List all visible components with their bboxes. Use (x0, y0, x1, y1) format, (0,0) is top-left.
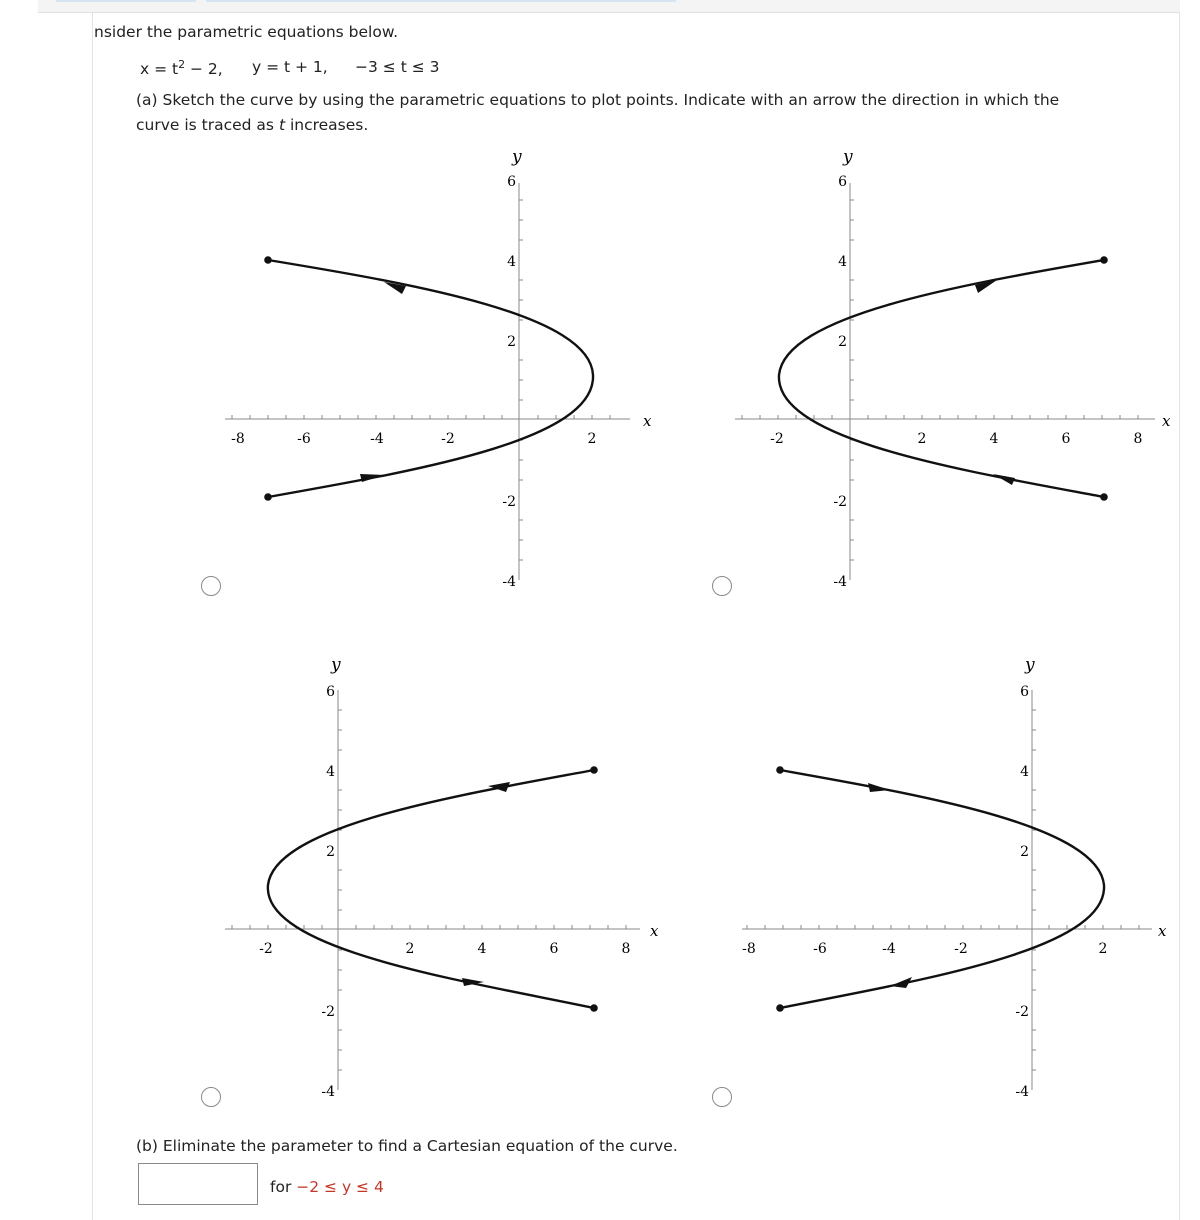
y-tick-label: 2 (326, 844, 335, 860)
x-tick-label: 2 (917, 431, 927, 447)
y-range: −2 ≤ y ≤ 4 (296, 1178, 384, 1196)
x-tick-label: -8 (742, 941, 756, 957)
radio-option-1[interactable] (201, 576, 221, 596)
endpoint (776, 1004, 784, 1012)
curve (779, 260, 1104, 497)
y-tick-label: 4 (326, 764, 335, 780)
radio-option-2[interactable] (712, 576, 732, 596)
y-tick-label: -2 (321, 1004, 335, 1020)
y-tick-label: -2 (502, 494, 516, 510)
x-tick-label: 4 (989, 431, 999, 447)
y-tick-label: 6 (326, 684, 335, 700)
x-tick-label: 2 (1098, 941, 1108, 957)
endpoint (264, 493, 272, 501)
endpoint (776, 766, 784, 774)
endpoint (590, 1004, 598, 1012)
curve (268, 770, 594, 1008)
y-tick-label: -4 (833, 574, 847, 590)
y-tick-label: 2 (507, 334, 516, 350)
radio-option-3[interactable] (201, 1087, 221, 1107)
x-tick-label: 2 (587, 431, 597, 447)
y-tick-label: 6 (507, 174, 516, 190)
y-tick-label: 2 (1020, 844, 1029, 860)
x-tick-label: -6 (813, 941, 827, 957)
y-tick-label: 4 (1020, 764, 1029, 780)
endpoint (1100, 493, 1108, 501)
y-tick-label: -4 (1015, 1084, 1029, 1100)
cartesian-equation-input[interactable] (138, 1163, 258, 1205)
x-tick-label: 6 (1061, 431, 1071, 447)
x-tick-label: -2 (259, 941, 273, 957)
y-tick-label: -2 (833, 494, 847, 510)
x-tick-label: -4 (882, 941, 896, 957)
direction-arrow (890, 977, 912, 988)
domain-constraint: for −2 ≤ y ≤ 4 (270, 1178, 384, 1196)
y-tick-label: -4 (502, 574, 516, 590)
part-b-instruction: (b) Eliminate the parameter to find a Cartesian equation of the curve. (136, 1137, 678, 1155)
y-tick-label: 2 (838, 334, 847, 350)
curve (780, 770, 1104, 1008)
x-axis-label: x (1162, 412, 1171, 430)
curve (268, 260, 593, 497)
x-tick-label: 6 (549, 941, 559, 957)
y-tick-label: 6 (838, 174, 847, 190)
graph-option-4 (742, 655, 1167, 1100)
x-tick-label: 4 (477, 941, 487, 957)
x-tick-label: -2 (954, 941, 968, 957)
x-tick-label: 8 (1133, 431, 1143, 447)
part-a-instruction-cont: curve is traced as t increases. (136, 116, 369, 134)
x-axis-label: x (1158, 922, 1167, 940)
x-equation: $x = t^2 - 2$, (140, 58, 223, 79)
y-axis-label: y (331, 655, 341, 675)
part-a-instruction: (a) Sketch the curve by using the parametric equations to plot points. Indicate with an arrow the direction in which the (136, 91, 1060, 109)
endpoint (264, 256, 272, 264)
t-range: −3 ≤ t ≤ 3 (355, 58, 440, 76)
intro-text: nsider the parametric equations below. (94, 23, 399, 41)
graph-option-3 (225, 655, 659, 1100)
x-tick-label: 2 (405, 941, 415, 957)
x-tick-label: 8 (621, 941, 631, 957)
y-axis-label: y (512, 147, 522, 167)
graph-option-2 (735, 147, 1171, 590)
radio-option-4[interactable] (712, 1087, 732, 1107)
x-tick-label: -4 (370, 431, 384, 447)
y-axis-label: y (843, 147, 853, 167)
y-axis-label: y (1025, 655, 1035, 675)
y-tick-label: 6 (1020, 684, 1029, 700)
x-tick-label: -8 (231, 431, 245, 447)
y-tick-label: -2 (1015, 1004, 1029, 1020)
x-tick-label: -2 (441, 431, 455, 447)
endpoint (590, 766, 598, 774)
y-equation: y = t + 1, (252, 58, 328, 76)
y-tick-label: 4 (838, 254, 847, 270)
x-tick-label: -6 (297, 431, 311, 447)
x-axis-label: x (643, 412, 652, 430)
x-axis-label: x (650, 922, 659, 940)
y-tick-label: 4 (507, 254, 516, 270)
direction-arrow (993, 474, 1015, 485)
graph-option-1 (225, 147, 652, 590)
x-tick-label: -2 (770, 431, 784, 447)
direction-arrow (360, 474, 384, 482)
y-tick-label: -4 (321, 1084, 335, 1100)
endpoint (1100, 256, 1108, 264)
